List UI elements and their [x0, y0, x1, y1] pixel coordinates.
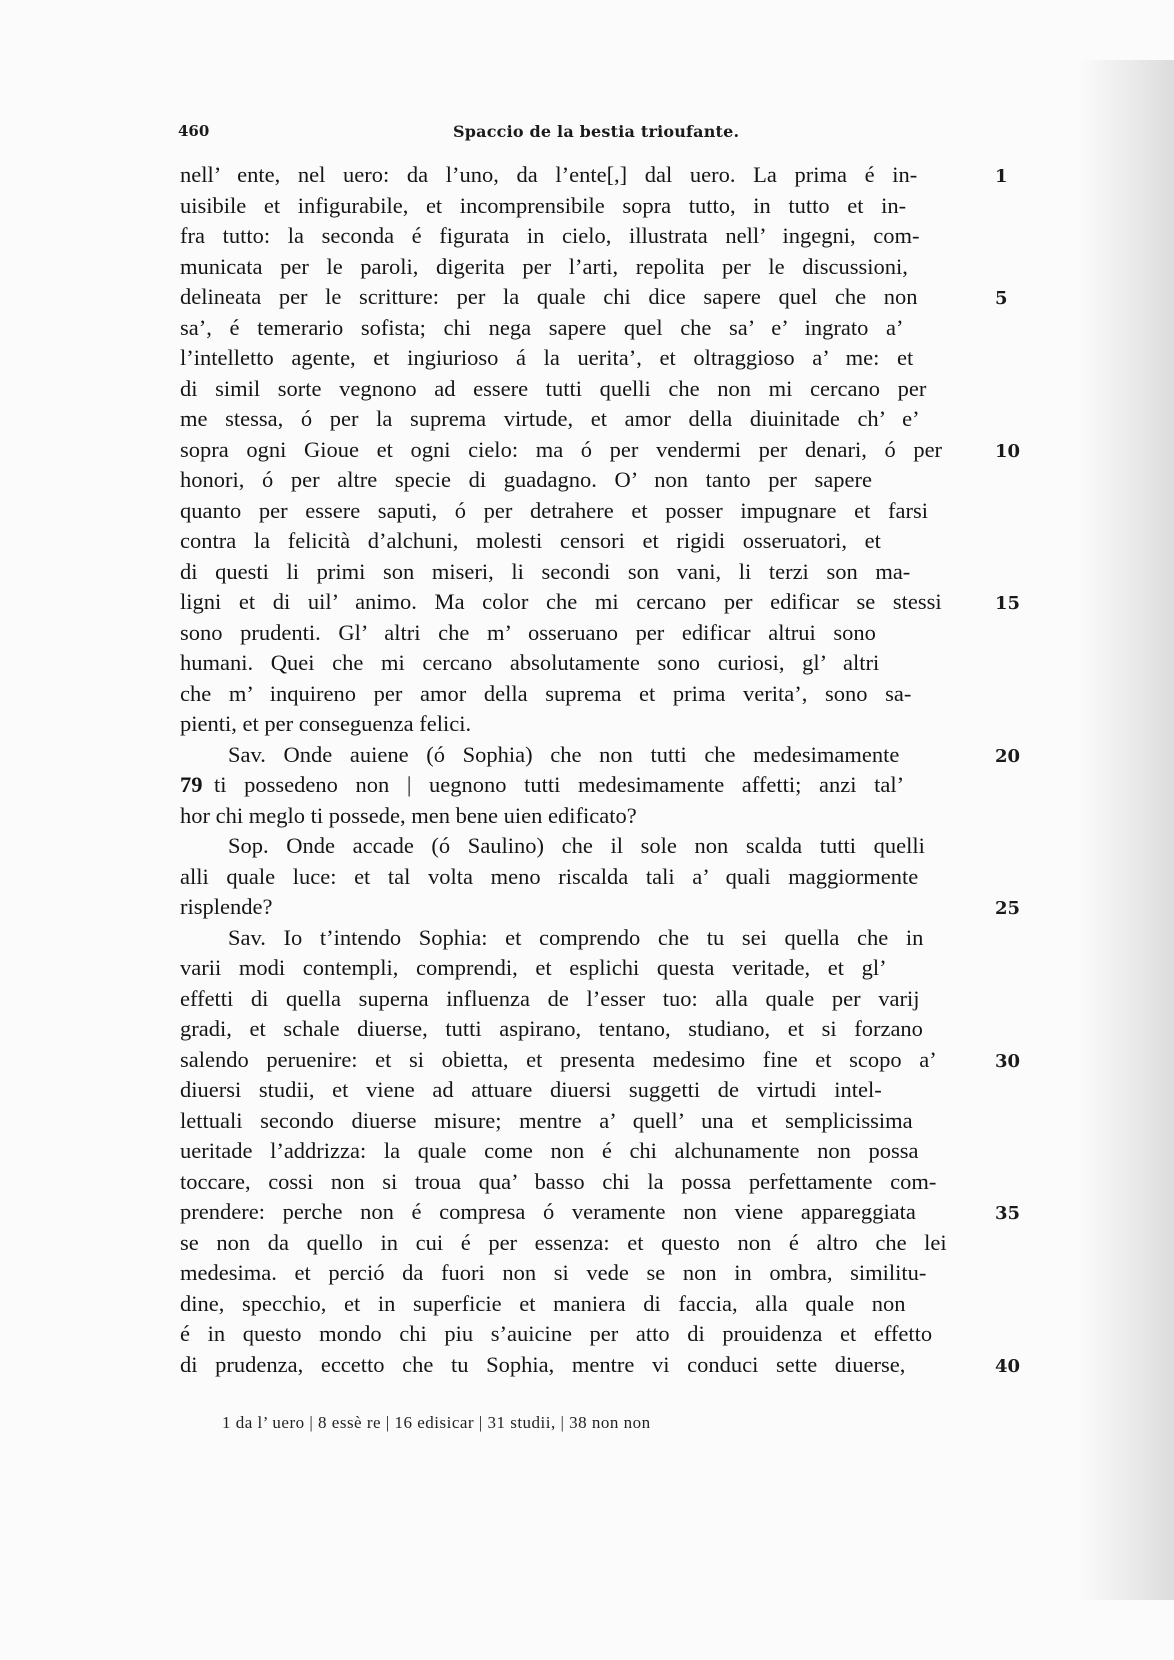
line-number: 5 — [995, 288, 1008, 309]
line-text: ligni et di uil’ animo. Ma color che mi cercano per edificar se stessi — [180, 589, 942, 614]
line-text: Sop. Onde accade (ó Saulino) che il sole non scalda tutti quelli — [228, 833, 925, 858]
line-text: quanto per essere saputi, ó per detrahere et posser impugnare et farsi — [180, 497, 929, 523]
text-line — [180, 343, 980, 374]
critical-apparatus: 1 da l’ uero | 8 essè re | 16 edisicar | 31 studii, | 38 non non — [222, 1413, 651, 1432]
page-header — [178, 118, 978, 148]
line-text: effetti di quella superna influenza de l’esser tuo: alla quale per varij — [180, 985, 920, 1011]
text-line — [180, 557, 980, 588]
line-number: 1 — [995, 166, 1008, 187]
line-text: fra tutto: la seconda é figurata in cielo, illustrata nell’ ingegni, com- — [180, 223, 920, 248]
text-line — [180, 1228, 980, 1259]
text-line — [180, 709, 980, 740]
scan-edge-shadow — [1079, 60, 1174, 1600]
text-line — [180, 374, 980, 405]
text-line — [180, 648, 980, 679]
line-text: municata per le paroli, digerita per l’arti, repolita per le discussioni, — [180, 253, 908, 279]
text-line — [180, 465, 980, 496]
line-number: 30 — [995, 1050, 1021, 1072]
text-line — [180, 1197, 1021, 1228]
text-line — [180, 221, 980, 252]
text-line — [180, 740, 1021, 771]
line-text: sopra ogni Gioue et ogni cielo: ma ó per vendermi per denari, ó per — [180, 436, 943, 462]
line-text: salendo peruenire: et si obietta, et presenta medesimo fine et scopo a’ — [180, 1046, 937, 1072]
line-text: sono prudenti. Gl’ altri che m’ osseruano per edificar altrui sono — [180, 619, 876, 645]
line-text: ueritade l’addrizza: la quale come non é chi alchunamente non possa — [180, 1138, 919, 1163]
text-line — [180, 892, 1021, 923]
text-line — [180, 1075, 980, 1106]
text-line — [180, 1014, 980, 1045]
line-text: Sav. Io t’intendo Sophia: et comprendo che tu sei quella che in — [228, 924, 924, 950]
line-text: hor chi meglo ti possede, men bene uien edificato? — [180, 802, 637, 828]
line-text: é in questo mondo chi piu s’auicine per atto di prouidenza et effetto — [180, 1321, 933, 1346]
line-text: lettuali secondo diuerse misure; mentre a’ quell’ una et semplicissima — [180, 1107, 913, 1133]
text-line — [180, 984, 980, 1015]
line-text: humani. Quei che mi cercano absolutamente sono curiosi, gl’ altri — [180, 650, 880, 675]
text-line — [180, 526, 980, 557]
line-text: alli quale luce: et tal volta meno riscalda tali a’ quali maggiormente — [180, 863, 919, 889]
line-number: 10 — [995, 440, 1021, 462]
text-line — [180, 1289, 980, 1320]
text-line — [180, 770, 980, 801]
text-line — [180, 953, 980, 984]
line-text: risplende? — [180, 894, 273, 919]
line-text: gradi, et schale diuerse, tutti aspirano, tentano, studiano, et si forzano — [180, 1016, 923, 1041]
text-line — [180, 435, 1021, 466]
line-text: pienti, et per conseguenza felici. — [180, 711, 472, 736]
text-line — [180, 496, 980, 527]
text-line — [180, 1258, 980, 1289]
text-line — [180, 923, 980, 954]
line-text: se non da quello in cui é per essenza: et questo non é altro che lei — [180, 1229, 947, 1255]
text-line — [180, 831, 980, 862]
text-line — [180, 191, 980, 222]
line-text: toccare, cossi non si troua qua’ basso chi la possa perfettamente com- — [180, 1168, 937, 1194]
text-line — [180, 1136, 980, 1167]
text-line — [180, 587, 1021, 618]
text-line — [180, 252, 980, 283]
line-text: sa’, é temerario sofista; chi nega sapere quel che sa’ e’ ingrato a’ — [180, 314, 904, 340]
text-line — [180, 1319, 980, 1350]
line-text: di simil sorte vegnono ad essere tutti quelli che non mi cercano per — [180, 375, 927, 401]
text-line — [180, 679, 980, 710]
text-line — [180, 1106, 980, 1137]
line-text: varii modi contempli, comprendi, et esplichi questa veritade, et gl’ — [180, 955, 887, 980]
text-line — [180, 801, 980, 832]
line-text: delineata per le scritture: per la quale chi dice sapere quel che non — [180, 284, 918, 309]
body-text — [180, 160, 1021, 1380]
line-text: di questi li primi son miseri, li secondi son vani, li terzi son ma- — [180, 558, 911, 584]
line-text: che m’ inquireno per amor della suprema et prima verita’, sono sa- — [180, 680, 912, 706]
line-text: ti possedeno non | uegnono tutti medesimamente affetti; anzi tal’ — [214, 772, 905, 797]
line-text: Sav. Onde auiene (ó Sophia) che non tutti che medesimamente — [228, 741, 900, 767]
line-number: 15 — [995, 593, 1021, 614]
line-number: 20 — [995, 745, 1021, 767]
line-text: medesima. et perció da fuori non si vede se non in ombra, similitu- — [180, 1260, 927, 1285]
line-text: uisibile et infigurabile, et incomprensibile sopra tutto, in tutto et in- — [180, 192, 907, 218]
line-text: di prudenza, eccetto che tu Sophia, mentre vi conduci sette diuerse, — [180, 1351, 906, 1377]
line-text: honori, ó per altre specie di guadagno. O’ non tanto per sapere — [180, 467, 873, 492]
text-line — [180, 1350, 1021, 1381]
text-line — [180, 282, 1008, 313]
line-text: l’intelletto agente, et ingiurioso á la uerita’, et oltraggioso a’ me: et — [180, 345, 914, 370]
page-number: 460 — [178, 122, 210, 140]
text-line — [180, 618, 980, 649]
text-line — [180, 862, 980, 893]
text-line — [180, 404, 980, 435]
original-page-marker: 79 — [180, 772, 203, 797]
line-text: dine, specchio, et in superficie et maniera di faccia, alla quale non — [180, 1290, 906, 1316]
line-text: nell’ ente, nel uero: da l’uno, da l’ente[,] dal uero. La prima é in- — [180, 162, 918, 187]
text-line — [180, 160, 1008, 191]
text-line — [180, 1045, 1021, 1076]
text-line — [180, 1167, 980, 1198]
line-text: me stessa, ó per la suprema virtude, et amor della diuinitade ch’ e’ — [180, 406, 920, 431]
running-title: Spaccio de la bestia trioufante. — [453, 122, 740, 141]
line-text: contra la felicità d’alchuni, molesti censori et rigidi osseruatori, et — [180, 528, 881, 553]
line-text: prendere: perche non é compresa ó veramente non viene appareggiata — [180, 1199, 916, 1224]
line-number: 40 — [995, 1355, 1021, 1377]
line-text: diuersi studii, et viene ad attuare diuersi suggetti de virtudi intel- — [180, 1077, 882, 1102]
text-line — [180, 313, 980, 344]
line-number: 35 — [995, 1203, 1021, 1224]
line-number: 25 — [995, 898, 1021, 919]
